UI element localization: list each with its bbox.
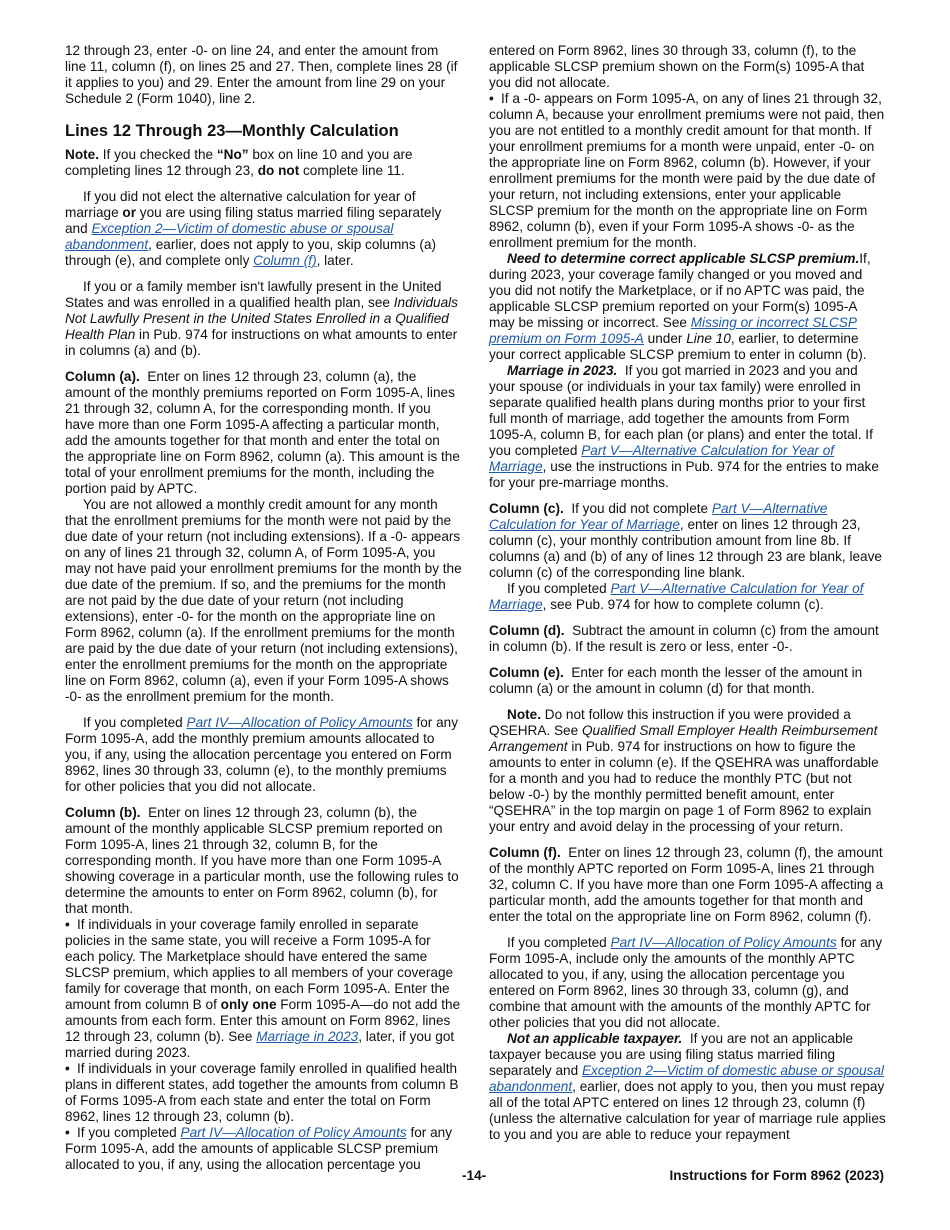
column-a-paragraph [65, 369, 462, 497]
link-part-v[interactable]: Part V—Alternative Calculation for Year of Marriage [489, 581, 864, 612]
link-exception-2[interactable]: Exception 2—Victim of domestic abuse or spousal abandonment [489, 1063, 884, 1094]
text: you are using filing status married filing separately and [65, 205, 442, 236]
text: If you completed [507, 935, 611, 950]
bullet-item [65, 1061, 462, 1125]
column-c-label: Column (c). [489, 501, 564, 516]
paragraph-part-iv [489, 935, 886, 1031]
text: If you did not complete [571, 501, 712, 516]
text: If you got married in 2023 and you and your spouse (or individuals in your tax family) were enrolled in separate qualified health plans during months prior to your first full month of marriage, add together the amounts from Form 1095-A, column B, for each plan (or plans) and enter the total. If you completed [489, 363, 873, 458]
run-in-heading: Not an applicable taxpayer. [507, 1031, 683, 1046]
form-title: Instructions for Form 8962 (2023) [669, 1168, 884, 1183]
link-part-v[interactable]: Part V—Alternative Calculation for Year of Marriage [489, 501, 828, 532]
column-b-paragraph [65, 805, 462, 917]
link-part-iv[interactable]: Part IV—Allocation of Policy Amounts [610, 935, 837, 950]
only-one-emphasis: only one [220, 997, 277, 1012]
text: If you completed [507, 581, 611, 596]
paragraph-part-v [489, 581, 886, 613]
note-text: If you checked the [98, 147, 217, 162]
bullet-icon: • [65, 1125, 70, 1140]
page-footer [0, 1168, 950, 1186]
left-column [65, 43, 462, 1173]
column-e-label: Column (e). [489, 665, 564, 680]
text: in Pub. 974 for instructions on what amounts to enter in columns (a) and (b). [65, 327, 458, 358]
column-e-paragraph [489, 665, 886, 697]
line-reference: Line 10 [686, 331, 731, 346]
link-marriage-2023[interactable]: Marriage in 2023 [256, 1029, 359, 1044]
note-label: Note. [507, 707, 541, 722]
column-d-label: Column (d). [489, 623, 565, 638]
note-paragraph [65, 147, 462, 179]
text: If you or a family member isn't lawfully present in the United States and was enrolled in a qualified health plan, see [65, 279, 442, 310]
text: for any Form 1095-A, include only the amounts of the monthly APTC allocated to you, if any, using the allocation percentage you entered on Form 8962, lines 30 through 33, column (g), and combine that amount with the amounts of the monthly APTC for other policies that you did not allocate. [489, 935, 883, 1030]
link-part-iv[interactable]: Part IV—Allocation of Policy Amounts [180, 1125, 407, 1140]
bullet-icon: • [65, 1061, 70, 1076]
note-text: complete line 11. [299, 163, 405, 178]
text: Enter for each month the lesser of the amount in column (a) or the amount in column (d) for that month. [489, 665, 863, 696]
text: If you are not an applicable taxpayer because you are using filing status married filing separately and [489, 1031, 854, 1078]
text: , later, if you got married during 2023. [65, 1029, 455, 1060]
or-emphasis: or [122, 205, 137, 220]
run-in-heading: Need to determine correct applicable SLCSP premium. [507, 251, 860, 266]
text: Subtract the amount in column (c) from the amount in column (b). If the result is zero or less, enter -0-. [489, 623, 879, 654]
text: If individuals in your coverage family enrolled in qualified health plans in different states, add together the amounts from column B of Forms 1095-A from each state and enter the total on Form 8962, lines 12 through 23, column (b). [65, 1061, 459, 1124]
text: in Pub. 974 for instructions on how to figure the amounts to enter in column (e). If the QSEHRA was unaffordable for a month and you had to reduce the monthly PTC (but not below -0-) by the monthly permitted benefit amount, enter “QSEHRA” in the top margin on page 1 of Form 8962 to explain your entry and avoid delay in the processing of your return. [489, 739, 879, 834]
right-column [489, 43, 886, 1143]
link-missing-slcsp[interactable]: Missing or incorrect SLCSP premium on Form 1095-A [489, 315, 857, 346]
link-exception-2[interactable]: Exception 2—Victim of domestic abuse or spousal abandonment [65, 221, 394, 252]
paragraph-marriage [489, 363, 886, 491]
text: under [643, 331, 687, 346]
bullet-icon: • [65, 917, 70, 932]
continued-paragraph: 12 through 23, enter -0- on line 24, and enter the amount from line 11, column (f), on lines 25 and 27. Then, complete lines 28 (if it applies to you) and 29. Enter the amount from line 29 on your Schedule 2 (Form 1040), line 2. [65, 43, 458, 106]
paragraph-part-iv [65, 715, 462, 795]
pub-reference: Individuals Not Lawfully Present in the United States Enrolled in a Qualified Health Plan [65, 295, 458, 342]
paragraph-monthly-credit: You are not allowed a monthly credit amount for any month that the enrollment premiums for the month were not paid by the due date of your return (not including extensions). If a -0- appears on any of lines 21 through 32, column A, of Form 1095-A, you may not have paid your enrollment premiums for the month by the due date of the premium. If so, and the premiums for the month are not paid by the due date of your return (not including extensions), enter -0- for the month on the appropriate line on Form 8962, column (a). If the enrollment premiums for the month are paid by the due date of your return (not including extensions), enter the enrollment premiums for the month on the appropriate line on Form 8962, column (a), even if your Form 1095-A shows -0- as the enrollment premium for the month. [65, 497, 462, 704]
text: , earlier, does not apply to you, skip columns (a) through (e), and complete only [65, 237, 437, 268]
text: , later. [316, 253, 354, 268]
text: , earlier, does not apply to you, then you must repay all of the total APTC entered on lines 12 through 23, column (f) (unless the alternative calculation for year of marriage rule applies to you and you are able to reduce your repayment [489, 1079, 886, 1142]
text: , earlier, to determine your correct applicable SLCSP premium to enter in column (b). [489, 331, 867, 362]
text: If you completed [83, 715, 187, 730]
paragraph-need-slcsp [489, 251, 886, 363]
text: Do not follow this instruction if you were provided a QSEHRA. See [489, 707, 851, 738]
column-c-paragraph [489, 501, 886, 581]
pub-reference: Qualified Small Employer Health Reimbursement Arrangement [489, 723, 878, 754]
paragraph-not-applicable [489, 1031, 886, 1143]
link-column-f[interactable]: Column (f) [253, 253, 317, 268]
text: for any Form 1095-A, add the monthly premium amounts allocated to you, if any, using the allocation percentage you entered on Form 8962, lines 30 through 33, column (e), to the monthly premiums for other policies that you did not allocate. [65, 715, 459, 794]
page-number: -14- [462, 1168, 487, 1183]
bullet-item [65, 917, 462, 1061]
text: If you completed [77, 1125, 181, 1140]
text: If a -0- appears on Form 1095-A, on any of lines 21 through 32, column A, because your enrollment premiums were not paid, then you are not entitled to a monthly credit amount for that month. If your enrollment premiums for a month were unpaid, enter -0- on the appropriate line on Form 8962, column (b). However, if your enrollment premiums for the month were paid by the due date of your return, not including extensions, enter your applicable SLCSP premium for the month on the appropriate line on Form 8962, column (b), even if your Form 1095-A shows -0- as the enrollment premium for the month. [489, 91, 885, 250]
text: , enter on lines 12 through 23, column (c), your monthly contribution amount from line 8b. If columns (a) and (b) of any of lines 12 through 23 are blank, leave column (c) of the corresponding line blank. [489, 517, 882, 580]
text: Enter on lines 12 through 23, column (f), the amount of the monthly APTC reported on Form 1095-A, lines 21 through 32, column C. If you have more than one Form 1095-A affecting a particular month, add the amounts together for that month and enter the total on the appropriate line on Form 8962, column (f). [489, 845, 884, 924]
text: , use the instructions in Pub. 974 for the entries to make for your pre-marriage months. [489, 459, 879, 490]
bullet-item [65, 1125, 462, 1173]
text: Enter on lines 12 through 23, column (b), the amount of the monthly applicable SLCSP premium reported on Form 1095-A, lines 21 through 32, column B, for the corresponding month. If you have more than one Form 1095-A showing coverage in a particular month, use the following rules to determine the amounts to enter on Form 8962, column (b), for that month. [65, 805, 459, 916]
text: If individuals in your coverage family enrolled in separate policies in the same state, you will receive a Form 1095-A for each policy. The Marketplace should have entered the same SLCSP premium, which applies to all members of your coverage family for coverage that month, on each Form 1095-A. Enter the amount from column B of [65, 917, 454, 1012]
bullet-icon: • [489, 91, 494, 106]
note-text: box on line 10 and you are completing lines 12 through 23, [65, 147, 413, 178]
column-d-paragraph [489, 623, 886, 655]
paragraph-alt-calc [65, 189, 462, 269]
note-paragraph [489, 707, 886, 835]
no-emphasis: “No” [216, 147, 249, 162]
bullet-item [489, 91, 886, 251]
link-part-v[interactable]: Part V—Alternative Calculation for Year of Marriage [489, 443, 835, 474]
text: Form 1095-A—do not add the amounts from each form. Enter this amount on Form 8962, lines 12 through 23, column (b). See [65, 997, 461, 1044]
text: for any Form 1095-A, add the amounts of applicable SLCSP premium allocated to you, if any, using the allocation percentage you [65, 1125, 453, 1172]
column-f-label: Column (f). [489, 845, 561, 860]
run-in-heading: Marriage in 2023. [507, 363, 618, 378]
paragraph-not-lawfully-present [65, 279, 462, 359]
do-not-emphasis: do not [257, 163, 300, 178]
link-part-iv[interactable]: Part IV—Allocation of Policy Amounts [186, 715, 413, 730]
text: If, during 2023, your coverage family changed or you moved and you did not notify the Marketplace, or if no APTC was paid, the applicable SLCSP premium reported on your Form(s) 1095-A may be missing or incorrect. See [489, 251, 871, 330]
column-a-label: Column (a). [65, 369, 140, 384]
note-label: Note. [65, 147, 99, 162]
text: , see Pub. 974 for how to complete column (c). [542, 597, 824, 612]
text: Enter on lines 12 through 23, column (a), the amount of the monthly premiums reported on Form 1095-A, lines 21 through 32, column A, for the corresponding month. If you have more than one Form 1095-A affecting a particular month, add the amounts together for that month and enter the total on the appropriate line on Form 8962, column (a). This amount is the total of your enrollment premiums for the month, including the portion paid by APTC. [65, 369, 460, 496]
column-f-paragraph [489, 845, 886, 925]
section-heading: Lines 12 Through 23—Monthly Calculation [65, 122, 399, 140]
column-b-label: Column (b). [65, 805, 141, 820]
continued-paragraph: entered on Form 8962, lines 30 through 33, column (f), to the applicable SLCSP premium shown on the Form(s) 1095-A that you did not allocate. [489, 43, 865, 90]
text: If you did not elect the alternative calculation for year of marriage [65, 189, 416, 220]
